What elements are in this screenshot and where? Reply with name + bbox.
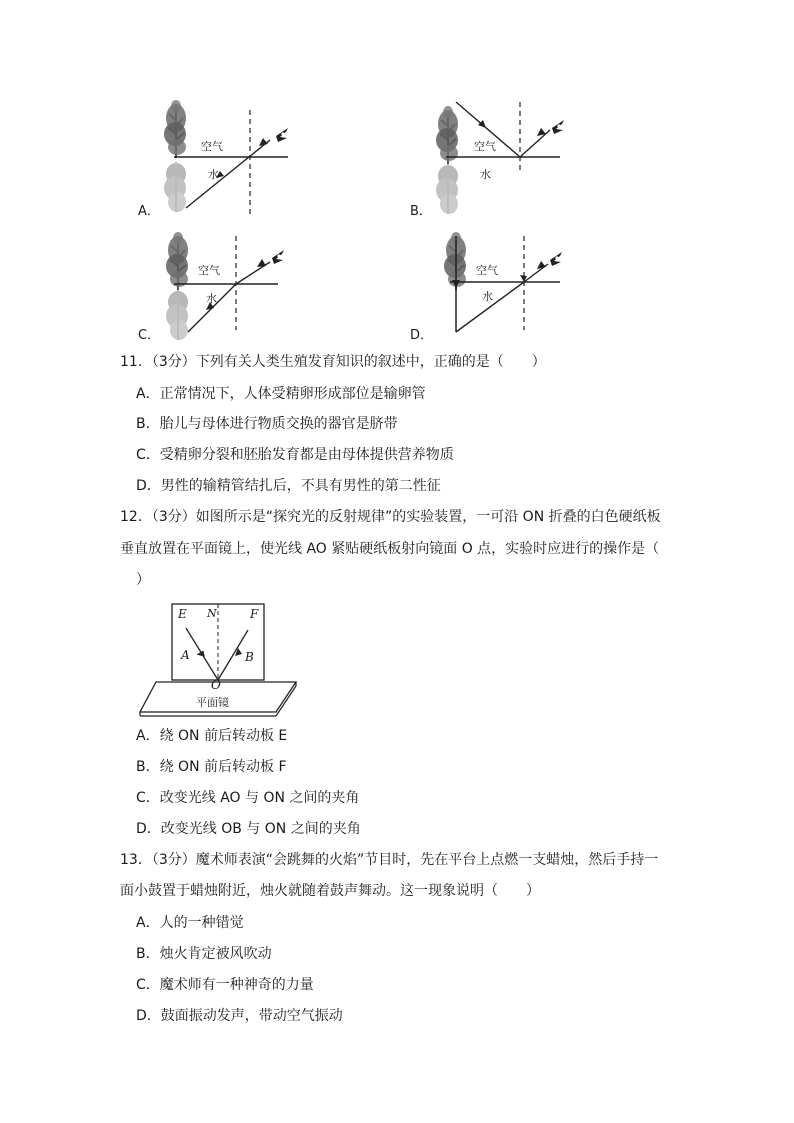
option-c-label[interactable]: C． <box>138 328 161 343</box>
figure-d <box>410 228 580 348</box>
option-d-label[interactable]: D． <box>410 328 434 343</box>
eye-icon <box>272 250 284 264</box>
label-f: F <box>250 607 259 621</box>
q12-option-a[interactable]: A．绕 ON 前后转动板 E <box>136 728 288 744</box>
tree-reflection-icon <box>166 290 188 340</box>
water-label: 水 <box>206 292 217 305</box>
water-label: 水 <box>480 168 491 181</box>
ray-arrow-air <box>257 259 266 267</box>
air-label: 空气 <box>476 264 498 277</box>
label-mirror: 平面镜 <box>196 696 229 709</box>
water-label: 水 <box>482 290 493 303</box>
air-label: 空气 <box>474 140 496 153</box>
figure-a-diagram <box>138 92 298 222</box>
q12-option-c[interactable]: C．改变光线 AO 与 ON 之间的夹角 <box>136 790 360 806</box>
eye-icon <box>276 128 288 142</box>
q12-stem-line1: 12．（3分）如图所示是“探究光的反射规律”的实验装置，一可沿 ON 折叠的白色硬纸板 <box>120 509 661 525</box>
label-a: A <box>181 648 190 662</box>
water-label: 水 <box>208 168 219 181</box>
q13-option-b[interactable]: B．烛火肯定被风吹动 <box>136 946 272 962</box>
figure-b-diagram <box>410 92 580 222</box>
q11-option-b[interactable]: B．胎儿与母体进行物质交换的器官是脐带 <box>136 416 398 432</box>
eye-icon <box>552 120 564 134</box>
q12-stem-line2: 垂直放置在平面镜上，使光线 AO 紧贴硬纸板射向镜面 O 点，实验时应进行的操作是（ <box>120 541 660 557</box>
q12-option-d[interactable]: D．改变光线 OB 与 ON 之间的夹角 <box>136 821 361 837</box>
figure-b <box>410 92 580 222</box>
label-b: B <box>245 650 254 664</box>
eye-icon <box>550 252 562 266</box>
q12-stem-line3: ） <box>136 572 150 588</box>
option-b-label[interactable]: B． <box>410 204 432 219</box>
figure-c <box>138 228 298 348</box>
air-label: 空气 <box>198 264 220 277</box>
label-e: E <box>178 607 187 621</box>
q13-option-a[interactable]: A．人的一种错觉 <box>136 915 244 931</box>
option-a-label[interactable]: A． <box>138 204 160 219</box>
figure-d-diagram <box>410 228 580 348</box>
q13-stem-line2: 面小鼓置于蜡烛附近，烛火就随着鼓声舞动。这一现象说明（ ） <box>120 883 540 899</box>
tree-icon <box>436 106 458 164</box>
label-o: O <box>211 678 221 692</box>
ray-arrow-air <box>537 261 546 269</box>
q12-figure <box>138 600 298 718</box>
q11-option-a[interactable]: A．正常情况下，人体受精卵形成部位是输卵管 <box>136 386 426 402</box>
q12-option-b[interactable]: B．绕 ON 前后转动板 F <box>136 759 287 775</box>
q13-stem-line1: 13．（3分）魔术师表演“会跳舞的火焰”节目时，先在平台上点燃一支蜡烛，然后手持一 <box>120 852 659 868</box>
q11-option-d[interactable]: D．男性的输精管结扎后，不具有男性的第二性征 <box>136 478 441 494</box>
q13-option-d[interactable]: D．鼓面振动发声，带动空气振动 <box>136 1008 343 1024</box>
light-ray <box>186 140 270 208</box>
figure-a <box>138 92 298 222</box>
q11-option-c[interactable]: C．受精卵分裂和胚胎发育都是由母体提供营养物质 <box>136 447 454 463</box>
tree-reflection-icon <box>164 162 186 212</box>
air-label: 空气 <box>201 140 223 153</box>
tree-reflection-icon <box>436 164 458 214</box>
q11-stem: 11．（3分）下列有关人类生殖发育知识的叙述中，正确的是（ ） <box>120 354 546 370</box>
tree-icon <box>164 100 186 158</box>
figure-c-diagram <box>138 228 298 348</box>
q13-option-c[interactable]: C．魔术师有一种神奇的力量 <box>136 977 314 993</box>
tree-icon <box>166 232 188 290</box>
label-n: N <box>207 607 217 620</box>
